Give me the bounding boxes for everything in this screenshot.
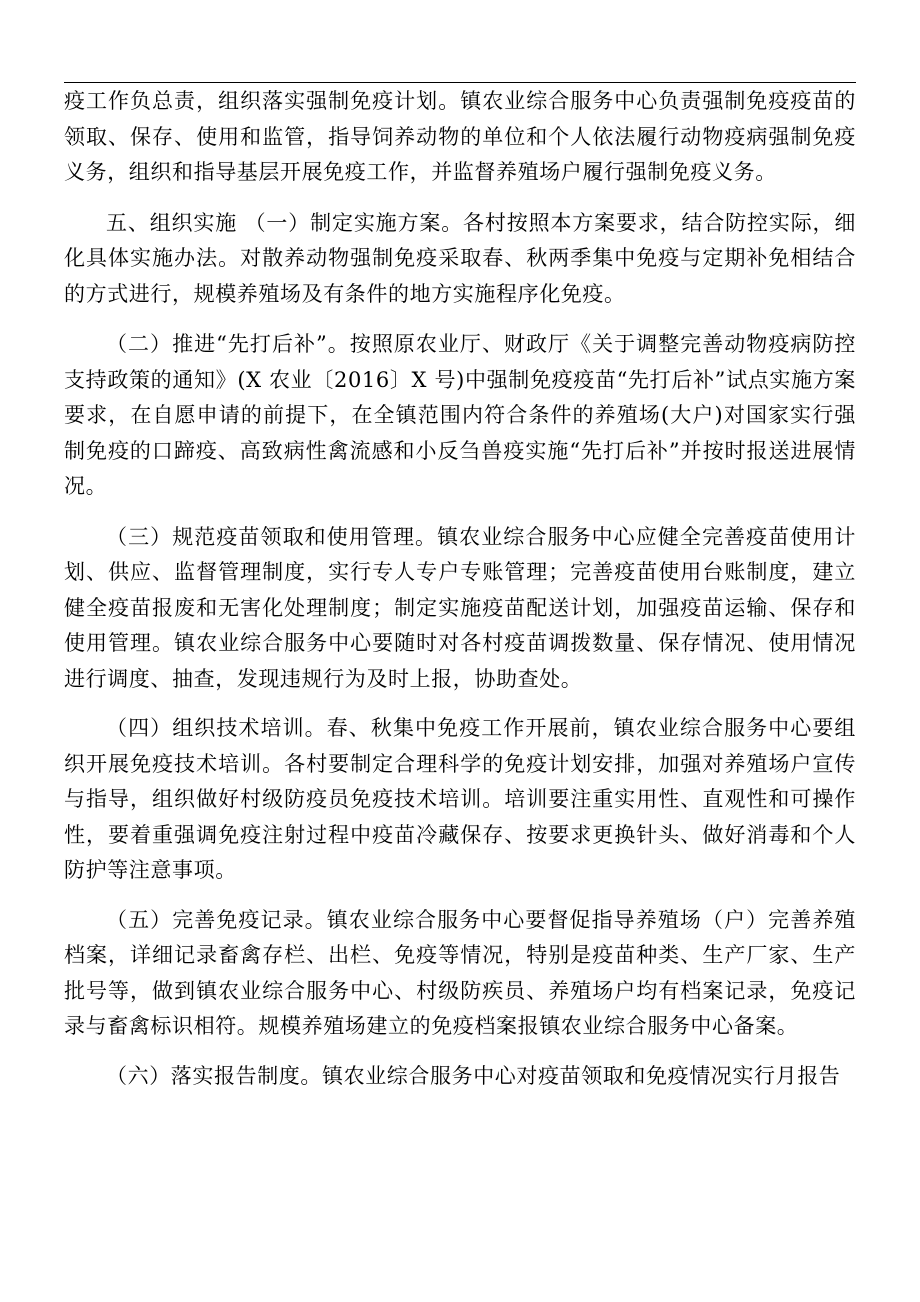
paragraph-item-six: （六）落实报告制度。镇农业综合服务中心对疫苗领取和免疫情况实行月报告 [106, 1063, 841, 1088]
header-rule [64, 82, 856, 83]
paragraph-item-three: （三）规范疫苗领取和使用管理。镇农业综合服务中心应健全完善疫苗使用计划、供应、监督管理制度，实行专人专户专账管理；完善疫苗使用台账制度，建立健全疫苗报废和无害化处理制度；制定实施疫苗配送计划，加强疫苗运输、保存和使用管理。镇农业综合服务中心要随时对各村疫苗调拨数量、保存情况、使用情况进行调度、抽查，发现违规行为及时上报，协助查处。 [64, 524, 856, 691]
paragraph-item-five: （五）完善免疫记录。镇农业综合服务中心要督促指导养殖场（户）完善养殖档案，详细记录畜禽存栏、出栏、免疫等情况，特别是疫苗种类、生产厂家、生产批号等，做到镇农业综合服务中心、村级防疾员、养殖场户均有档案记录，免疫记录与畜禽标识相符。规模养殖场建立的免疫档案报镇农业综合服务中心备案。 [64, 907, 856, 1038]
paragraph-item-four: （四）组织技术培训。春、秋集中免疫工作开展前，镇农业综合服务中心要组织开展免疫技术培训。各村要制定合理科学的免疫计划安排，加强对养殖场户宣传与指导，组织做好村级防疫员免疫技术培训。培训要注重实用性、直观性和可操作性，要着重强调免疫注射过程中疫苗冷藏保存、按要求更换针头、做好消毒和个人防护等注意事项。 [64, 716, 856, 882]
document-body [64, 84, 856, 1094]
paragraph-item-two: （二）推进“先打后补”。按照原农业厅、财政厅《关于调整完善动物疫病防控支持政策的通知》(X 农业〔2016〕X 号)中强制免疫疫苗“先打后补”试点实施方案要求，在自愿申请的前提下，在全镇范围内符合条件的养殖场(大户)对国家实行强制免疫的口蹄疫、高致病性禽流感和小反刍兽疫实施“先打后补”并按时报送进展情况。 [64, 332, 856, 498]
paragraph-continuation: 疫工作负总责，组织落实强制免疫计划。镇农业综合服务中心负责强制免疫疫苗的领取、保存、使用和监管，指导饲养动物的单位和个人依法履行动物疫病强制免疫义务，组织和指导基层开展免疫工作，并监督养殖场户履行强制免疫义务。 [64, 89, 856, 184]
paragraph-section-five: 五、组织实施 （一）制定实施方案。各村按照本方案要求，结合防控实际，细化具体实施办法。对散养动物强制免疫采取春、秋两季集中免疫与定期补免相结合的方式进行，规模养殖场及有条件的地方实施程序化免疫。 [64, 210, 856, 306]
